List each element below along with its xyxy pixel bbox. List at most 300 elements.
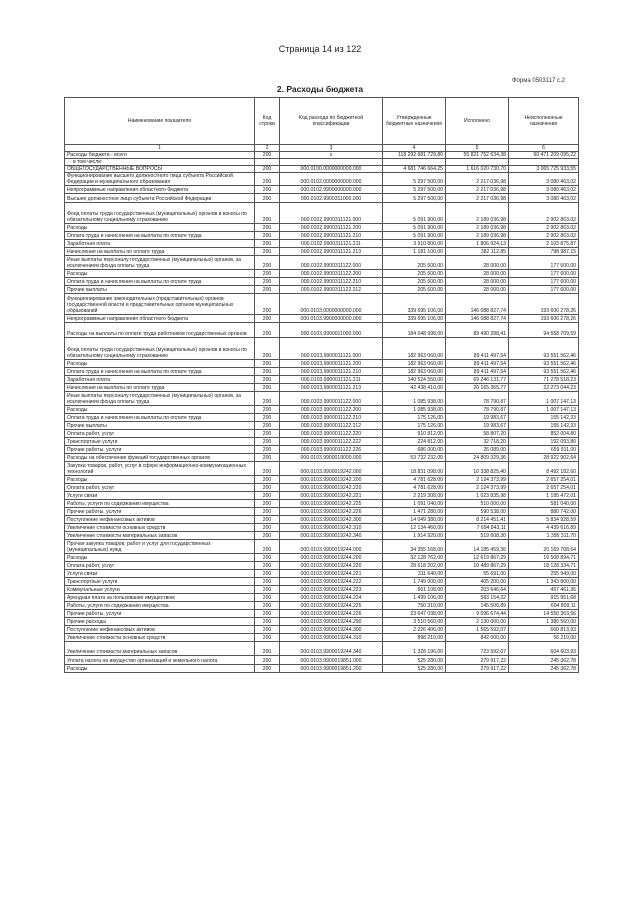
table-row [65,462,579,476]
row-approved: 205 600,00 [383,270,446,278]
table-row [65,438,579,446]
table-row [65,500,579,508]
table-row [65,642,579,656]
row-kbk: 000.0103.9900019000.000 [280,454,383,462]
row-unexecuted: 245 362,78 [509,656,579,665]
row-unexecuted: 22 273 044,23 [509,384,579,392]
row-unexecuted: 915 951,68 [509,594,579,602]
table-row [65,240,579,248]
row-approved: 750 310,00 [383,602,446,610]
table-row [65,166,579,173]
row-line-code: 200 [255,376,280,384]
row-kbk: 000.0102.9900311122.212 [280,286,383,294]
row-unexecuted: 852 004,80 [509,430,579,438]
row-executed: 203 646,64 [446,586,509,594]
column-header-line-code: Код строки [255,98,280,145]
row-executed: 510 000,00 [446,500,509,508]
row-unexecuted: 193 606 278,26 [509,315,579,323]
row-line-code: 200 [255,634,280,642]
row-unexecuted: 56 210,00 [509,634,579,642]
row-unexecuted: 604 809,11 [509,602,579,610]
row-name: Расходы [65,665,255,673]
row-unexecuted: 581 040,00 [509,500,579,508]
row-approved: 5 297 500,00 [383,173,446,186]
row-unexecuted: 177 600,00 [509,256,579,270]
table-row [65,508,579,516]
row-line-code: 200 [255,232,280,240]
table-row [65,492,579,500]
row-executed: 2 189 036,98 [446,224,509,232]
table-row [65,194,579,203]
row-executed: 55 691,00 [446,570,509,578]
column-number: 5 [446,145,509,152]
row-kbk: 000.0103.9900019244.290 [280,618,383,626]
row-line-code: 200 [255,368,280,376]
row-executed: 78 790,87 [446,406,509,414]
row-kbk: 000.0103.0000000000.000 [280,294,383,315]
table-row [65,368,579,376]
row-executed: 1 616 020 730,70 [446,166,509,173]
form-code: Форма 0503117 с.2 [512,78,565,84]
row-executed: 89 490 288,41 [446,323,509,338]
row-name: Работы, услуги по содержанию имущества [65,602,255,610]
row-unexecuted: 1 007 147,13 [509,406,579,414]
row-executed: 519 608,30 [446,532,509,540]
row-name: Закупка товаров, работ, услуг в сфере информационно-коммуникационных технологий [65,462,255,476]
row-line-code: 200 [255,323,280,338]
row-approved: 175 126,00 [383,414,446,422]
row-line-code: 200 [255,384,280,392]
row-name: Уплата налога на имущество организаций и земельного налога [65,656,255,665]
row-name: Прочие работы, услуги [65,508,255,516]
table-row [65,278,579,286]
row-kbk: 000.0103.9900019242.226 [280,508,383,516]
row-kbk: 000.0103.9900019244.340 [280,642,383,656]
row-executed: 12 619 867,29 [446,554,509,562]
row-approved: 182 963 060,00 [383,360,446,368]
row-executed: 14 185 459,36 [446,540,509,554]
table-row [65,532,579,540]
row-unexecuted: 2 657 254,01 [509,476,579,484]
row-executed: 2 124 373,99 [446,484,509,492]
row-executed: 146 088 827,74 [446,294,509,315]
row-executed: 10 338 825,40 [446,462,509,476]
table-row [65,578,579,586]
row-unexecuted: 245 362,78 [509,665,579,673]
row-approved: 224 812,00 [383,438,446,446]
row-approved: 42 438 410,00 [383,384,446,392]
row-name: Коммунальные услуги [65,586,255,594]
row-name: Расходы [65,406,255,414]
row-kbk: 000.0103.9900019242.340 [280,532,383,540]
row-executed: 9 096 674,44 [446,610,509,618]
row-executed: 78 790,87 [446,392,509,406]
row-executed: 69 246 131,77 [446,376,509,384]
row-approved: 5 091 900,00 [383,203,446,224]
row-line-code: 200 [255,524,280,532]
row-kbk: 000.0103.9900019242.310 [280,524,383,532]
row-kbk: 000.0103.9900019242.221 [280,492,383,500]
row-kbk: 000.0103.9900019244.223 [280,586,383,594]
row-name: Оплата труда и начисления на выплаты по оплате труда [65,414,255,422]
row-kbk: 000.0103.9900019242.300 [280,516,383,524]
table-row [65,224,579,232]
table-row [65,286,579,294]
row-kbk: 000.0103.9900019244.200 [280,554,383,562]
row-approved: 4 781 628,00 [383,476,446,484]
row-kbk: 000.0103.9900019851.200 [280,665,383,673]
row-kbk: 000.0102.9900311121.000 [280,203,383,224]
row-approved: 23 647 038,00 [383,610,446,618]
row-kbk: 000.0103.9900019851.000 [280,656,383,665]
row-executed: 2 189 036,98 [446,232,509,240]
table-row [65,232,579,240]
column-header-approved: Утвержденные бюджетные назначения [383,98,446,145]
row-executed: 58 807,20 [446,430,509,438]
row-name: Услуги связи [65,492,255,500]
row-executed: 89 411 497,54 [446,338,509,360]
row-kbk: 000.0102.9900311122.210 [280,278,383,286]
row-kbk: 000.0103.9900011122.226 [280,446,383,454]
row-executed: 19 983,67 [446,414,509,422]
row-name: Работы, услуги по содержанию имущества [65,500,255,508]
row-name: Прочая закупка товаров, работ и услуг для государственных (муниципальных) нужд [65,540,255,554]
row-unexecuted: 93 551 562,46 [509,360,579,368]
row-line-code: 200 [255,446,280,454]
row-unexecuted: 155 142,33 [509,422,579,430]
row-line-code: 200 [255,532,280,540]
row-kbk: 000.0102.9900311121.200 [280,224,383,232]
row-line-code: 200 [255,166,280,173]
row-line-code: 200 [255,286,280,294]
row-line-code: 200 [255,642,280,656]
row-unexecuted: 457 461,36 [509,586,579,594]
row-line-code: 200 [255,173,280,186]
table-row [65,159,579,166]
row-kbk: 000.0102.9900311122.000 [280,256,383,270]
row-name: Фонд оплаты труда государственных (муниципальных) органов и взносы по обязательному социальному страхованию [65,338,255,360]
row-executed: 2 217 036,98 [446,194,509,203]
table-row [65,594,579,602]
row-name: Прочие работы, услуги [65,446,255,454]
row-executed: 2 217 036,98 [446,186,509,194]
table-row [65,406,579,414]
table-row [65,562,579,570]
row-executed: 2 217 036,98 [446,173,509,186]
row-name: Поступление нефинансовых активов [65,516,255,524]
row-line-code: 200 [255,462,280,476]
row-line-code: 200 [255,570,280,578]
table-row [65,586,579,594]
row-approved: 4 681 746 664,25 [383,166,446,173]
row-line-code: 200 [255,500,280,508]
row-name: Начисления на выплаты по оплате труда [65,248,255,256]
row-approved: 205 600,00 [383,278,446,286]
row-name: Транспортные услуги [65,578,255,586]
row-kbk: 000.0103.9900011122.212 [280,422,383,430]
row-executed: 89 411 497,54 [446,368,509,376]
row-unexecuted: 19 508 894,71 [509,554,579,562]
row-kbk: 000.0103.9900019244.220 [280,562,383,570]
row-executed: 28 000,00 [446,286,509,294]
row-name: Начисления на выплаты по оплате труда [65,384,255,392]
row-approved: 2 226 406,00 [383,626,446,634]
row-executed: 723 592,07 [446,642,509,656]
table-row [65,634,579,642]
row-line-code: 200 [255,203,280,224]
table-row [65,656,579,665]
row-kbk: 000.0102.9900311121.210 [280,232,383,240]
row-approved: 3 510 560,00 [383,618,446,626]
row-executed: 7 694 843,11 [446,524,509,532]
row-approved: 14 049 380,00 [383,516,446,524]
row-line-code: 200 [255,618,280,626]
row-executed: 20 165 365,77 [446,384,509,392]
row-executed: 2 189 036,98 [446,203,509,224]
row-line-code: 200 [255,194,280,203]
table-row [65,454,579,462]
row-executed: 28 000,00 [446,278,509,286]
row-kbk: 000.0103.9900011121.213 [280,384,383,392]
table-row [65,540,579,554]
row-name: Расходы [65,224,255,232]
row-line-code: 200 [255,414,280,422]
row-unexecuted: 177 600,00 [509,270,579,278]
row-name: Оплата труда и начисления на выплаты по оплате труда [65,232,255,240]
row-line-code: 200 [255,248,280,256]
row-name: Расходы [65,360,255,368]
row-executed: 1 565 592,07 [446,626,509,634]
row-kbk: 000.0103.9900011122.000 [280,392,383,406]
row-name: Увеличение стоимости основных средств [65,524,255,532]
row-executed: 382 112,85 [446,248,509,256]
table-row [65,570,579,578]
row-executed: 24 809 329,36 [446,454,509,462]
row-kbk: 000.0103.9900019242.225 [280,500,383,508]
row-name: Увеличение стоимости материальных запасов [65,642,255,656]
row-executed: 583 154,32 [446,594,509,602]
row-kbk: 000.0103.9900019244.222 [280,578,383,586]
row-name: Расходы [65,476,255,484]
table-row [65,484,579,492]
column-header-name: Наименование показателя [65,98,255,145]
row-approved: 5 091 900,00 [383,232,446,240]
table-row [65,173,579,186]
row-approved: 118 292 981 729,80 [383,152,446,159]
row-executed: 2 130 000,00 [446,618,509,626]
row-approved: 1 328 196,00 [383,642,446,656]
row-line-code: 200 [255,508,280,516]
row-kbk: 000.0103.9900011121.000 [280,338,383,360]
table-row [65,602,579,610]
table-row [65,665,579,673]
row-line-code: 200 [255,484,280,492]
row-approved: 1 085 938,00 [383,392,446,406]
row-line-code: 200 [255,270,280,278]
row-approved: 1 091 040,00 [383,500,446,508]
row-unexecuted: 2 902 863,02 [509,224,579,232]
row-name: Увеличение стоимости основных средств [65,634,255,642]
row-kbk: 000.0102.9900311122.200 [280,270,383,278]
row-executed: 146 088 827,74 [446,315,509,323]
row-approved: 34 355 168,00 [383,540,446,554]
row-unexecuted: 2 103 875,87 [509,240,579,248]
row-line-code: 200 [255,602,280,610]
row-unexecuted: 177 600,00 [509,286,579,294]
row-kbk: 000.0103.9900019242.220 [280,484,383,492]
row-executed: 2 124 373,99 [446,476,509,484]
row-executed: 26 089,00 [446,446,509,454]
row-kbk: 000.0103.9900011122.200 [280,406,383,414]
row-approved: 1 914 920,00 [383,532,446,540]
section-title: 2. Расходы бюджета [276,84,364,94]
row-line-code: 200 [255,315,280,323]
row-unexecuted: 193 606 278,26 [509,294,579,315]
row-approved: 4 781 628,00 [383,484,446,492]
table-row [65,554,579,562]
row-kbk: 000.0100.0000000000.000 [280,166,383,173]
row-kbk: 000.0103.9900011000.000 [280,323,383,338]
row-line-code: 200 [255,454,280,462]
row-unexecuted: 60 471 209 095,22 [509,152,579,159]
row-kbk: 000.0103.9900019244.225 [280,602,383,610]
row-name: Высшее должностное лицо субъекта Российской Федерации [65,194,255,203]
expenses-table [64,97,579,673]
row-executed: 19 983,67 [446,422,509,430]
row-executed: 55 821 752 634,38 [446,152,509,159]
table-row [65,446,579,454]
row-kbk: 000.0103.9900019244.000 [280,540,383,554]
row-kbk [280,159,383,166]
table-row [65,422,579,430]
table-row [65,414,579,422]
row-kbk: 000.0102.9900311121.211 [280,240,383,248]
row-unexecuted: 93 551 562,46 [509,338,579,360]
row-name: Прочие расходы [65,618,255,626]
table-row [65,248,579,256]
row-name: Заработная плата [65,240,255,248]
row-kbk: 000.0102.0000000000.000 [280,173,383,186]
row-executed: 1 023 835,98 [446,492,509,500]
row-unexecuted: 28 922 902,64 [509,454,579,462]
row-executed: 8 214 451,41 [446,516,509,524]
row-line-code [255,159,280,166]
row-unexecuted: 93 551 562,46 [509,368,579,376]
row-unexecuted: 14 550 363,56 [509,610,579,618]
row-unexecuted: 1 395 311,70 [509,532,579,540]
row-executed: 10 489 867,29 [446,562,509,570]
row-unexecuted: 155 142,33 [509,414,579,422]
row-approved: 2 219 308,00 [383,492,446,500]
row-name: Оплата работ, услуг [65,484,255,492]
row-line-code: 200 [255,338,280,360]
row-name: Арендная плата за пользование имуществом [65,594,255,602]
row-unexecuted: 94 558 709,59 [509,323,579,338]
row-executed: 32 718,20 [446,438,509,446]
table-row [65,152,579,159]
table-row [65,626,579,634]
row-kbk: 000.0103.9900011121.200 [280,360,383,368]
row-unexecuted: 1 007 147,13 [509,392,579,406]
row-line-code: 200 [255,562,280,570]
row-unexecuted: 4 439 616,89 [509,524,579,532]
row-name: Функционирование законодательных (представительных) органов государственной власти и представительных органов муниципальных образований [65,294,255,315]
row-line-code: 200 [255,438,280,446]
row-unexecuted: 880 742,00 [509,508,579,516]
row-approved: 686 000,00 [383,446,446,454]
table-row [65,294,579,315]
row-line-code: 200 [255,278,280,286]
table-row [65,476,579,484]
row-approved: 525 280,00 [383,656,446,665]
row-kbk: 000.0102.9900311000.000 [280,194,383,203]
row-line-code: 200 [255,554,280,562]
row-line-code: 200 [255,626,280,634]
row-approved: 28 618 202,00 [383,562,446,570]
row-unexecuted: 177 600,00 [509,278,579,286]
row-approved: 910 812,00 [383,430,446,438]
row-executed: 279 917,22 [446,665,509,673]
row-approved: 1 499 106,00 [383,594,446,602]
column-header-executed: Исполнено [446,98,509,145]
row-name: Непрограммные направления областного бюджета [65,315,255,323]
row-unexecuted: 2 902 863,02 [509,232,579,240]
row-kbk: x [280,152,383,159]
table-row [65,618,579,626]
row-executed: 28 000,00 [446,256,509,270]
row-approved: 1 181 100,00 [383,248,446,256]
table-row [65,392,579,406]
row-line-code: 200 [255,240,280,248]
row-name: Непрограммные направления областного бюджета [65,186,255,194]
row-line-code: 200 [255,186,280,194]
row-unexecuted: 3 080 463,02 [509,194,579,203]
column-number: 1 [65,145,255,152]
table-row [65,610,579,618]
row-unexecuted: 71 278 518,23 [509,376,579,384]
column-number: 3 [280,145,383,152]
row-kbk: 000.0103.9900011121.211 [280,376,383,384]
row-approved: 140 524 550,00 [383,376,446,384]
table-row [65,338,579,360]
column-header-kbk: Код расхода по бюджетной классификации [280,98,383,145]
row-line-code: 200 [255,665,280,673]
row-unexecuted: 1 343 800,00 [509,578,579,586]
table-row [65,256,579,270]
row-unexecuted: 18 128 334,71 [509,562,579,570]
table-row [65,323,579,338]
row-kbk: 000.0102.9900311121.213 [280,248,383,256]
table-row [65,384,579,392]
row-line-code: 200 [255,610,280,618]
row-unexecuted: 5 834 928,59 [509,516,579,524]
row-approved: 5 091 900,00 [383,224,446,232]
row-name: Прочие работы, услуги [65,610,255,618]
row-unexecuted: 660 813,93 [509,626,579,634]
row-line-code: 200 [255,516,280,524]
row-name: Прочие выплаты [65,286,255,294]
table-row [65,360,579,368]
row-unexecuted: 8 492 182,60 [509,462,579,476]
row-unexecuted: 659 911,00 [509,446,579,454]
row-executed: 405 200,00 [446,578,509,586]
row-approved: 12 134 460,00 [383,524,446,532]
row-kbk: 000.0103.9900019244.224 [280,594,383,602]
row-name: Функционирование высшего должностного лица субъекта Российской Федерации и муниципального образования [65,173,255,186]
row-name: Оплата работ, услуг [65,430,255,438]
row-name: Оплата труда и начисления на выплаты по оплате труда [65,368,255,376]
row-executed [446,159,509,166]
